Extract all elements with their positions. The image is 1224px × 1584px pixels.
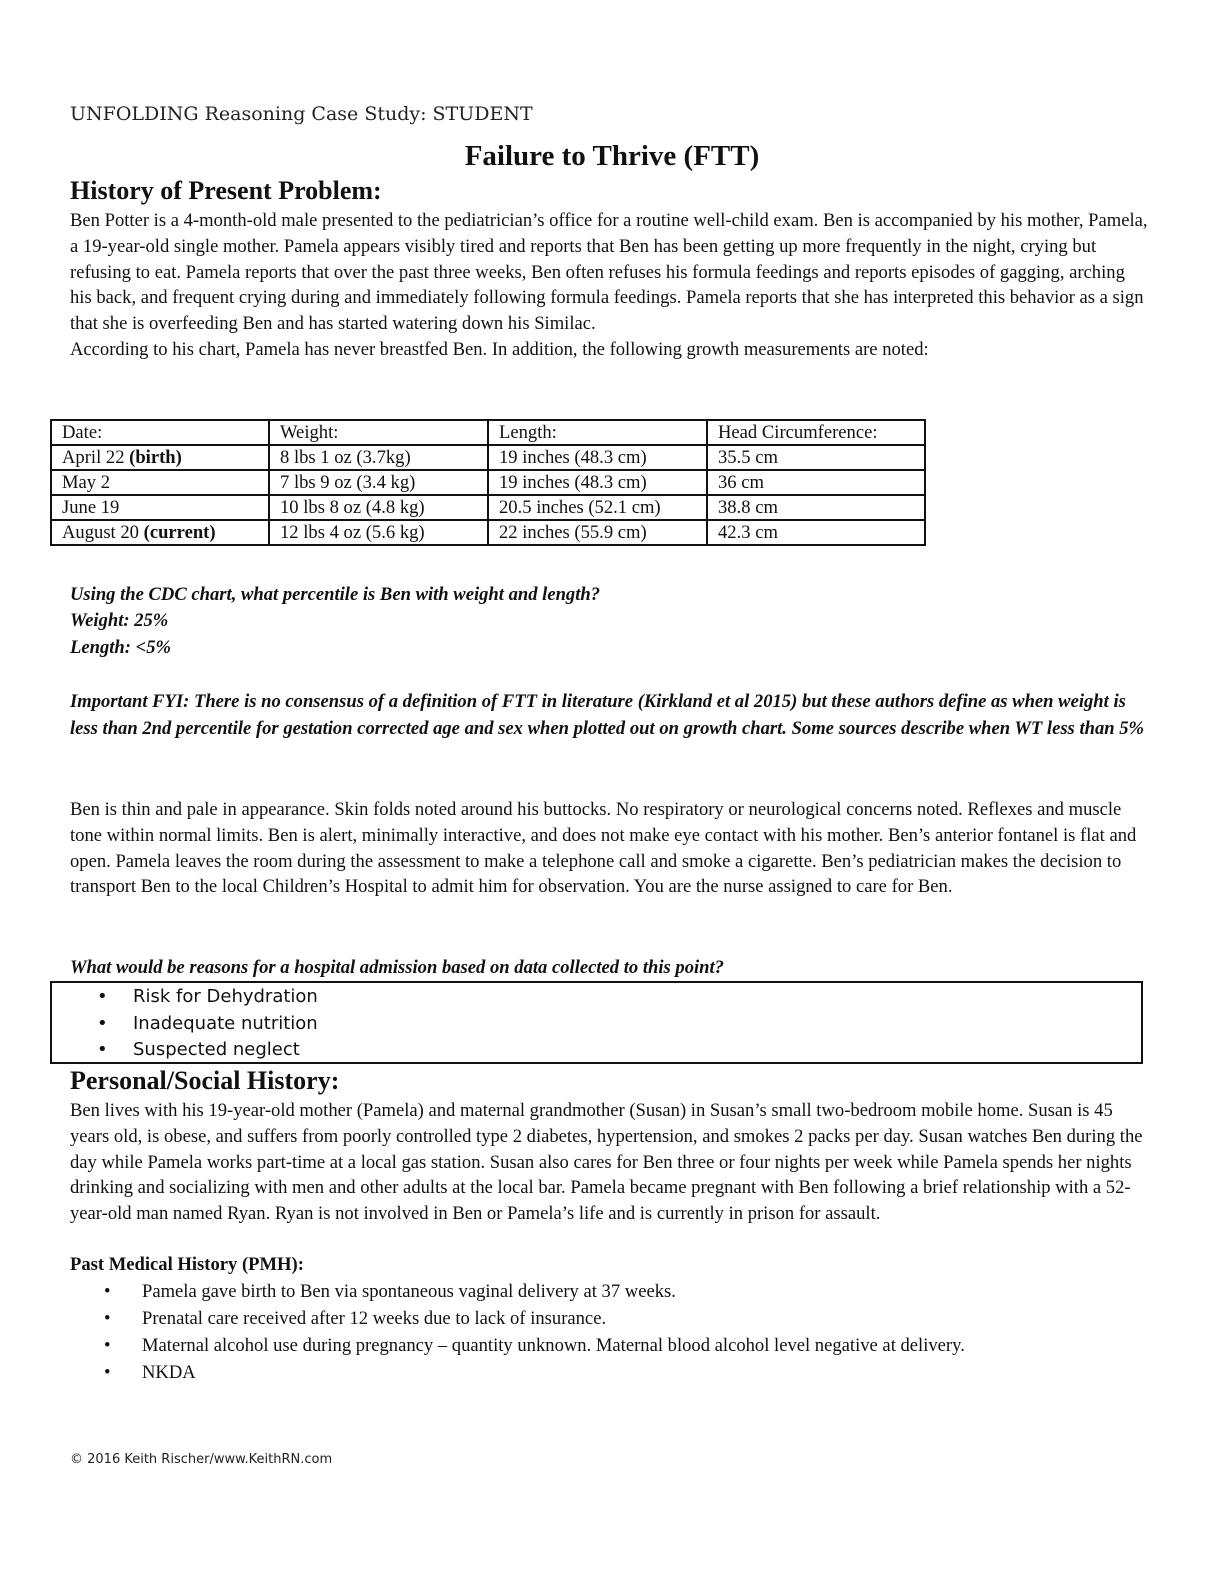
row-weight: 12 lbs 4 oz (5.6 kg) xyxy=(269,520,488,545)
bullet-icon: • xyxy=(97,1013,108,1034)
pmh-heading: Past Medical History (PMH): xyxy=(70,1254,304,1275)
document-title: Failure to Thrive (FTT) xyxy=(464,140,760,172)
row-weight: 10 lbs 8 oz (4.8 kg) xyxy=(269,495,488,520)
row-length: 19 inches (48.3 cm) xyxy=(488,470,707,495)
social-heading: Personal/Social History: xyxy=(70,1066,340,1095)
row-weight: 7 lbs 9 oz (3.4 kg) xyxy=(269,470,488,495)
row-head: 38.8 cm xyxy=(707,495,925,520)
case-study-label: UNFOLDING Reasoning Case Study: STUDENT xyxy=(70,103,533,125)
table-row xyxy=(51,495,925,520)
date-text: May 2 xyxy=(62,472,111,493)
date-text: April 22 xyxy=(62,447,130,468)
row-length: 22 inches (55.9 cm) xyxy=(488,520,707,545)
table-header-row xyxy=(51,420,925,445)
row-length: 20.5 inches (52.1 cm) xyxy=(488,495,707,520)
list-item xyxy=(97,986,318,1007)
copyright-footer: © 2016 Keith Rischer/www.KeithRN.com xyxy=(70,1452,333,1467)
list-item-text: Risk for Dehydration xyxy=(133,986,318,1007)
header-weight: Weight: xyxy=(269,420,488,445)
header-length: Length: xyxy=(488,420,707,445)
row-head: 42.3 cm xyxy=(707,520,925,545)
table-row xyxy=(51,470,925,495)
answer-text: Weight: 25% xyxy=(70,610,169,631)
row-date xyxy=(51,470,269,495)
row-head: 36 cm xyxy=(707,470,925,495)
list-item-text: Suspected neglect xyxy=(133,1039,300,1060)
list-item-text: NKDA xyxy=(142,1362,196,1383)
date-note: (current) xyxy=(143,522,216,543)
fyi-note: Important FYI: There is no consensus of a definition of FTT in literature (Kirkland et al 2015) but these authors define as when weight is less than 2nd percentile for gestation corrected age and sex when plotted out on growth chart. Some sources describe when WT less than 5% xyxy=(70,691,1145,739)
row-date xyxy=(51,520,269,545)
bullet-icon: • xyxy=(104,1362,111,1383)
row-date xyxy=(51,495,269,520)
history-section xyxy=(70,208,1150,363)
row-date xyxy=(51,445,269,470)
growth-measurements-table xyxy=(50,419,926,546)
header-date: Date: xyxy=(51,420,269,445)
answer-text: Length: <5% xyxy=(70,637,171,658)
admission-answer-box xyxy=(50,981,1143,1064)
row-length: 19 inches (48.3 cm) xyxy=(488,445,707,470)
history-paragraph-1: Ben Potter is a 4-month-old male presented to the pediatrician’s office for a routine well-child exam. Ben is accompanied by his mother, Pamela, a 19-year-old single mother. Pamela appears visibly tired and reports that Ben has been getting up more frequently in the night, crying but refusing to eat. Pamela reports that over the past three weeks, Ben often refuses his formula feedings and reports episodes of gagging, arching his back, and frequent crying during and immediately following formula feedings. Pamela reports that she has interpreted this behavior as a sign that she is overfeeding Ben and has started watering down his Similac. xyxy=(70,210,1148,335)
bullet-icon: • xyxy=(104,1335,111,1356)
assessment-paragraph: Ben is thin and pale in appearance. Skin folds noted around his buttocks. No respiratory or neurological concerns noted. Reflexes and muscle tone within normal limits. Ben is alert, minimally interactive, and does not make eye contact with his mother. Ben’s anterior fontanel is flat and open. Pamela leaves the room during the assessment to make a telephone call and smoke a cigarette. Ben’s pediatrician makes the decision to transport Ben to the local Children’s Hospital to admit him for observation. You are the nurse assigned to care for Ben. xyxy=(70,799,1137,898)
social-paragraph: Ben lives with his 19-year-old mother (Pamela) and maternal grandmother (Susan) in Susan’s small two-bedroom mobile home. Susan is 45 years old, is obese, and suffers from poorly controlled type 2 diabetes, hypertension, and smokes 2 packs per day. Susan watches Ben during the day while Pamela works part-time at a local gas station. Susan also cares for Ben three or four nights per week while Pamela spends her nights drinking and socializing with men and other adults at the local bar. Pamela became pregnant with Ben following a brief relationship with a 52-year-old man named Ryan. Ryan is not involved in Ben or Pamela’s life and is currently in prison for assault. xyxy=(70,1100,1143,1225)
date-note: (birth) xyxy=(129,447,182,468)
table-row xyxy=(51,445,925,470)
date-text: August 20 xyxy=(62,522,144,543)
row-head: 35.5 cm xyxy=(707,445,925,470)
list-item xyxy=(97,1039,300,1060)
table-row xyxy=(51,520,925,545)
bullet-icon: • xyxy=(97,1039,108,1060)
list-item-text: Prenatal care received after 12 weeks due to lack of insurance. xyxy=(142,1308,607,1329)
list-item-text: Maternal alcohol use during pregnancy – quantity unknown. Maternal blood alcohol level negative at delivery. xyxy=(142,1335,965,1356)
cdc-question: Using the CDC chart, what percentile is Ben with weight and length? xyxy=(70,584,601,605)
cdc-answer-length xyxy=(70,635,171,662)
bullet-icon: • xyxy=(104,1308,111,1329)
list-item xyxy=(97,1013,318,1034)
history-heading: History of Present Problem: xyxy=(70,176,382,205)
date-text: June 19 xyxy=(62,497,120,518)
list-item-text: Pamela gave birth to Ben via spontaneous vaginal delivery at 37 weeks. xyxy=(142,1281,676,1302)
list-item-text: Inadequate nutrition xyxy=(133,1013,318,1034)
row-weight: 8 lbs 1 oz (3.7kg) xyxy=(269,445,488,470)
bullet-icon: • xyxy=(97,986,108,1007)
history-paragraph-2: According to his chart, Pamela has never breastfed Ben. In addition, the following growth measurements are noted: xyxy=(70,338,929,360)
bullet-icon: • xyxy=(104,1281,111,1302)
cdc-answer-weight xyxy=(70,608,168,635)
admission-question: What would be reasons for a hospital admission based on data collected to this point? xyxy=(70,957,724,978)
header-head-circumference: Head Circumference: xyxy=(707,420,925,445)
